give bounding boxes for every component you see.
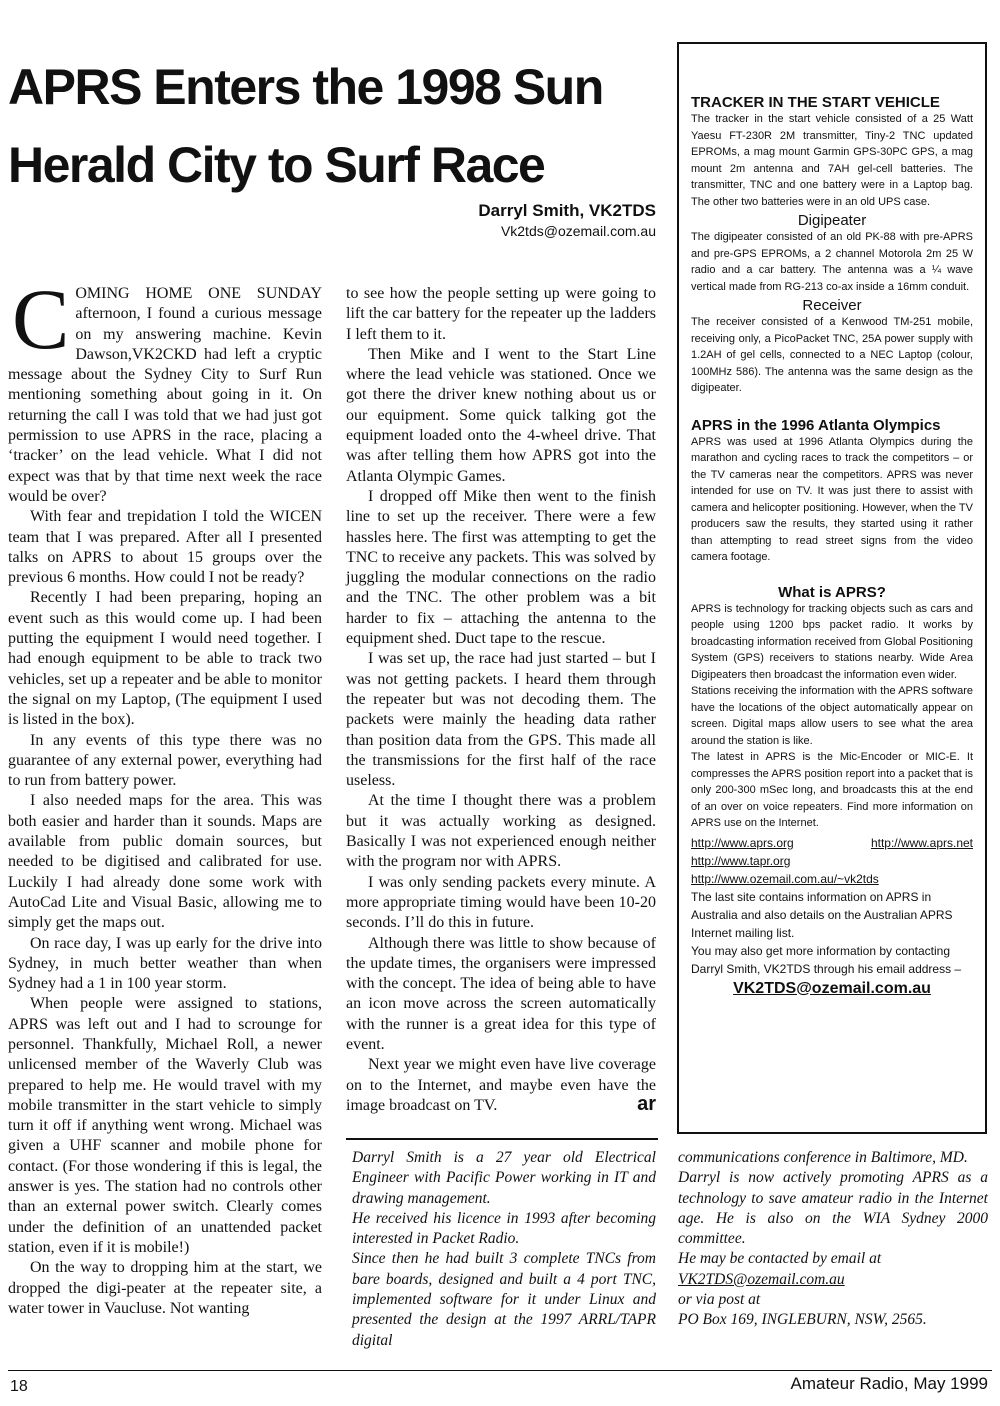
article-paragraph: With fear and trepidation I told the WICEN team that I was prepared. After all I presented talks on APRS to about 15 groups over the previous 6 months. How could I not be ready? (8, 508, 322, 587)
what-is-aprs-text: Stations receiving the information with the APRS software have the locations of the object automatically appear on screen. Digital maps allow users to see what the area around the station is like. (691, 685, 973, 747)
article-paragraph: Recently I had been preparing, hoping an event such as this would come up. I had been putting the equipment I would need together. I had enough equipment to be able to track two vehicles, set up a repeater and be able to monitor the signal on my Laptop, (The equipment I used is listed in the box). (8, 589, 322, 729)
contact-email[interactable]: VK2TDS@ozemail.com.au (733, 979, 931, 997)
article-column-2 (346, 284, 656, 1116)
article-paragraph: On the way to dropping him at the start, we dropped the digi-peater at the repeater site, a water tower in Vaucluse. Not wanting (8, 1259, 322, 1317)
article-paragraph: On race day, I was up early for the drive into Sydney, in much better weather than when Sydney had a 1 in 100 year storm. (8, 934, 322, 993)
digipeater-text: The digipeater consisted of an old PK-88 with pre-APRS and pre-GPS EPROMs, a 2 channel Motorola 2m 25 W radio and a car battery. The antenna was a ¼ wave vertical made from RG-213 co-ax inside a 16mm conduit. (691, 231, 973, 293)
bio-email[interactable]: VK2TDS@ozemail.com.au (678, 1270, 845, 1288)
contact-text: You may also get more information by contacting Darryl Smith, VK2TDS through his email address – (691, 943, 962, 976)
article-paragraph (8, 271, 322, 507)
article-paragraph (346, 1055, 656, 1116)
tracker-heading: TRACKER IN THE START VEHICLE (691, 94, 940, 111)
equipment-sidebar (677, 42, 987, 1134)
bio-paragraph: Darryl Smith is a 27 year old Electrical Engineer with Pacific Power working in IT and drawing management. (352, 1149, 656, 1207)
article-column-1 (8, 271, 322, 1319)
magazine-issue: Amateur Radio, May 1999 (790, 1374, 988, 1393)
bio-paragraph: He may be contacted by email at (678, 1250, 882, 1268)
first-paragraph-text: OMING HOME ONE SUNDAY afternoon, I found a curious message on my answering machine. Kevin Dawson,VK2CKD had left a cryptic message about the Sydney City to Surf Run mentioning something about going in it. On returning the call I was told that we had just got permission to use APRS in the race, placing a ‘tracker’ on the lead vehicle. What I did not expect was that by that time next week the race would be over? (8, 285, 322, 505)
author-bio-left (352, 1148, 656, 1351)
last-paragraph-text: Next year we might even have live coverage on to the Internet, and maybe even have the image broadcast on TV. (346, 1056, 656, 1114)
what-is-aprs-text: The latest in APRS is the Mic-Encoder or MIC-E. It compresses the APRS position report into a packet that is only 200-300 mSec long, and broadcasts this at the end of an over on voice repeaters. Find more information on APRS use on the Internet. (691, 751, 973, 829)
olympics-heading: APRS in the 1996 Atlanta Olympics (691, 416, 941, 434)
end-mark: ar (637, 1092, 656, 1115)
receiver-heading: Receiver (802, 297, 862, 314)
drop-cap: C (12, 271, 70, 367)
author-byline: Darryl Smith, VK2TDS (478, 201, 656, 220)
what-is-aprs-heading: What is APRS? (778, 583, 886, 601)
author-email: Vk2tds@ozemail.com.au (500, 223, 656, 239)
article-paragraph: I also needed maps for the area. This was both easier and harder than it sounds. Maps are available from public domain sources, but needed to be digitised and calibrated for use. Luckily I had already done some work with AutoCad Lite and Visual Basic, allowing me to simply get the maps out. (8, 792, 322, 932)
article-paragraph: When people were assigned to stations, APRS was left out and I had to scrounge for personnel. Thankfully, Michael Roll, a newer unlicensed member of the Waverly Club was prepared to help me. He would travel with my mobile transmitter in the start vehicle to simply turn it off if anything went wrong. Michael was given a UHF scanner and mobile phone for contact. (For those wondering if this is legal, the answer is yes. The station had no controls other than an external power switch. Clearly comes under the definition of an unattended packet station, even if it is mobile!) (8, 995, 322, 1256)
page-number: 18 (10, 1378, 28, 1395)
tracker-text: The tracker in the start vehicle consisted of a 25 Watt Yaesu FT-230R 2M transmitter, Tiny-2 TNC updated EPROMs, a mag mount Garmin GPS-30PC GPS, a mag mount 2m antenna and 7AH gel-cell batteries. The transmitter, TNC and one battery were in a Laptop bag. The other two batteries were in an old UPS case. (691, 113, 973, 208)
bio-paragraph: He received his licence in 1993 after becoming interested in Packet Radio. (352, 1209, 656, 1248)
bio-paragraph: communications conference in Baltimore, MD. (678, 1149, 968, 1166)
link-ozemail-vk2tds[interactable]: http://www.ozemail.com.au/~vk2tds (691, 871, 879, 886)
author-bio-right (678, 1148, 988, 1331)
article-paragraph: Then Mike and I went to the Start Line where the lead vehicle was stationed. Once we got there the driver knew nothing about us or our equipment. Some quick talking got the equipment loaded onto the 4-wheel drive. That was after telling them how APRS got into the Atlanta Olympic Games. (346, 345, 656, 485)
article-paragraph: to see how the people setting up were going to lift the car battery for the repeater up the ladders I left them to it. (346, 285, 656, 343)
link-aprs-net[interactable]: http://www.aprs.net (870, 835, 973, 850)
article-paragraph: I was only sending packets every minute. A more appropriate timing would have been 10-20 seconds. I’ll do this in future. (346, 873, 656, 932)
link-tapr-org[interactable]: http://www.tapr.org (691, 853, 791, 868)
bio-paragraph: Since then he had built 3 complete TNCs from bare boards, designed and built a 4 port TNC, implemented software for it under Linux and presented the design at the 1997 ARRL/TAPR digital (352, 1250, 656, 1349)
receiver-text: The receiver consisted of a Kenwood TM-251 mobile, receiving only, a PicoPacket TNC, 25A power supply with 1.2AH of gel cells, connected to a NEC Laptop (colour, 100MHz 586). The antenna was the same design as the digipeater. (691, 316, 973, 394)
article-title: APRS Enters the 1998 Sun Herald City to Surf Race (8, 59, 603, 193)
what-is-aprs-text: APRS is technology for tracking objects such as cars and people using 1200 bps packet radio. It works by broadcasting information received from Global Positioning System (GPS) receivers to stations nearby. Wide Area Digipeaters then broadcast the information even wider. (691, 602, 973, 681)
article-paragraph: I dropped off Mike then went to the finish line to set up the receiver. There were a few hassles here. The first was attempting to get the TNC to receive any packets. This was solved by juggling the modular connections on the radio and the TNC. The other problem was a bit harder to fix – attaching the antenna to the equipment shed. Duct tape to the rescue. (346, 487, 656, 648)
bio-paragraph: Darryl is now actively promoting APRS as a technology to save amateur radio in the Internet age. He is also on the WIA Sydney 2000 committee. (678, 1169, 988, 1248)
olympics-text: APRS was used at 1996 Atlanta Olympics during the marathon and cycling races to track the competitors – or the TV cameras near the competitors. APRS was never intended for use on TV. It was just there to assist with camera and helicopter positioning. However, when the TV producers saw the results, they started using it rather than attempting to read street signs from the video camera footage. (691, 435, 973, 563)
link-aprs-org[interactable]: http://www.aprs.org (691, 835, 794, 850)
digipeater-heading: Digipeater (797, 212, 867, 229)
article-paragraph: I was set up, the race had just started – but I was not getting packets. I heard them through the repeater but was not decoding them. The packets were mainly the heading data rather than position data from the GPS. This made all the transmissions for the first half of the race useless. (346, 650, 656, 790)
bio-paragraph: or via post at (678, 1291, 761, 1309)
footer-divider (8, 1370, 992, 1371)
article-paragraph: In any events of this type there was no guarantee of any external power, everything had to run from battery power. (8, 731, 322, 790)
article-paragraph: Although there was little to show because of the update times, the organisers were impressed with the concept. The idea of being able to have an icon move across the screen automatically with the runner is a great idea for this type of event. (346, 934, 656, 1053)
bio-divider (346, 1138, 658, 1140)
links-note: The last site contains information on APRS in Australia and also details on the Australian APRS Internet mailing list. (691, 889, 953, 940)
article-paragraph: At the time I thought there was a problem but it was actually working as designed. Basically I was not experienced enough neither with the program nor with APRS. (346, 792, 656, 871)
bio-address: PO Box 169, INGLEBURN, NSW, 2565. (678, 1311, 927, 1329)
